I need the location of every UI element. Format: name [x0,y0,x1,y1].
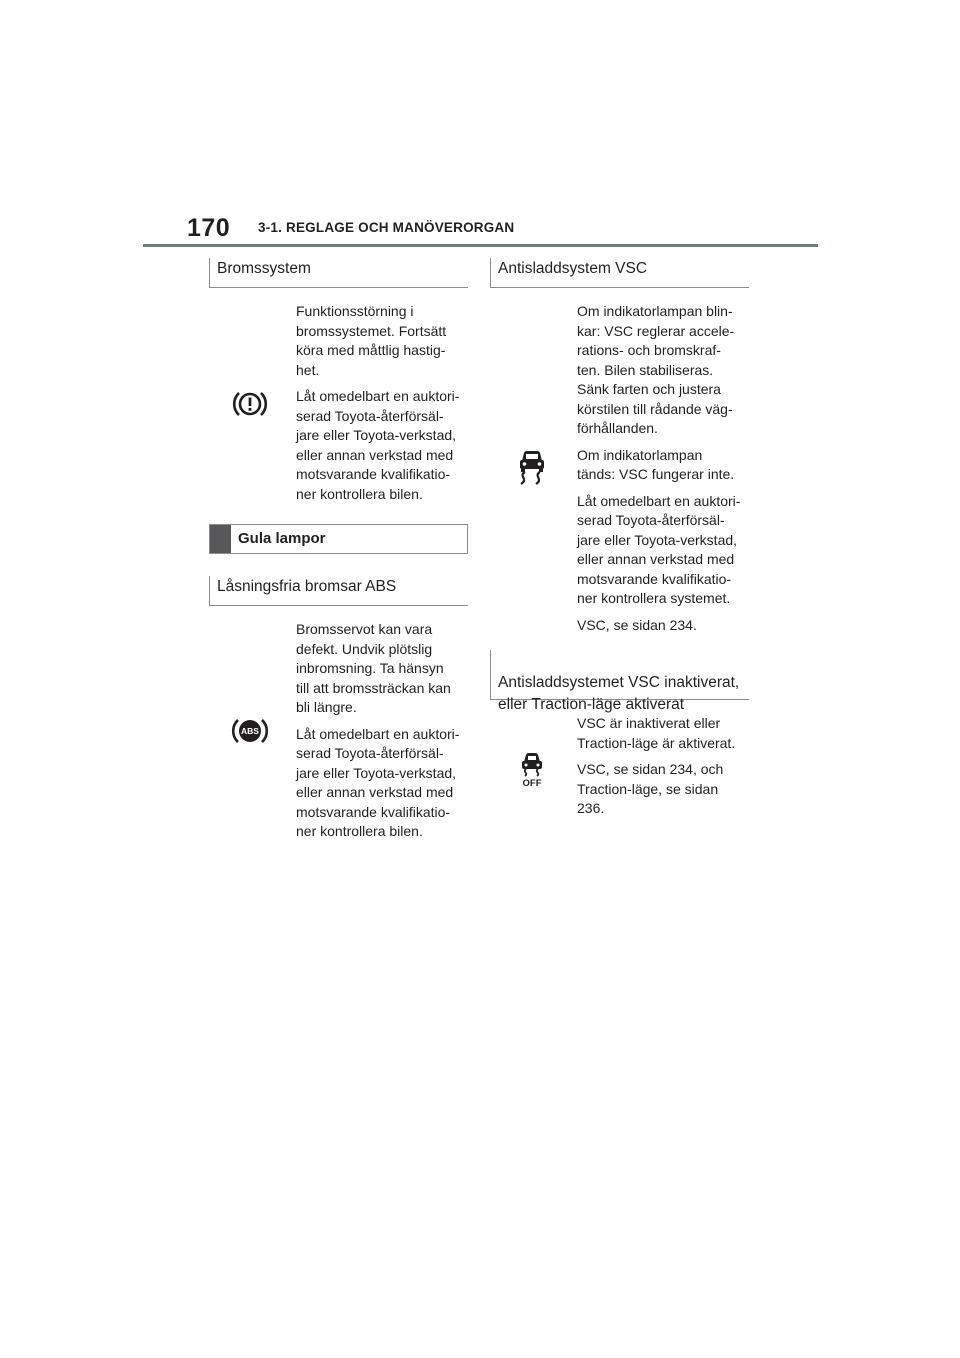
abs-icon [231,716,269,746]
vsc-paragraph-4: VSC, se sidan 234. [577,616,697,633]
brake-system-text [296,302,476,511]
brake-system-paragraph-1: Funktionsstörning i bromssystemet. Fortsätt köra med måttlig hastig- het. [296,303,447,378]
vsc-off-paragraph-1: VSC är inaktiverat eller Traction-läge är aktiverat. [577,715,736,751]
vsc-paragraph-1: Om indikatorlampan blin- kar: VSC reglerar accele- rations- och bromskraf- ten. Bilen stabiliseras. Sänk farten och justera körstilen till rådande väg- förhållanden. [577,303,735,436]
abs-icon-text: ABS [241,726,259,737]
vsc-off-text [577,714,759,826]
vsc-paragraph-2: Om indikatorlampan tänds: VSC fungerar inte. [577,446,735,482]
vsc-title: Antisladdsystem VSC [498,260,648,277]
section-title: 3-1. REGLAGE OCH MANÖVERORGAN [258,220,515,235]
vsc-skid-icon [515,448,549,486]
abs-heading [209,576,468,606]
vsc-off-title: Antisladdsystemet VSC inaktiverat, eller Traction-läge aktiverat [498,674,740,713]
brake-system-paragraph-2: Låt omedelbart en auktori- serad Toyota-återförsäl- jare eller Toyota-verkstad, eller annan verkstad med motsvarande kvalifikatio- ner kontrollera bilen. [296,388,460,502]
abs-text [296,620,476,849]
vsc-off-paragraph-2: VSC, se sidan 234, och Traction-läge, se sidan 236. [577,761,724,816]
abs-title: Låsningsfria bromsar ABS [217,578,397,595]
brake-warning-icon [231,389,269,419]
page-number: 170 [187,214,231,242]
category-bar [210,525,231,553]
vsc-off-icon [518,750,546,788]
vsc-text [577,302,759,642]
yellow-lamps-heading [209,524,468,554]
vsc-off-heading [490,650,749,713]
header-rule [143,244,818,247]
vsc-off-icon-text: OFF [522,778,542,788]
yellow-lamps-title: Gula lampor [238,530,326,547]
abs-paragraph-2: Låt omedelbart en auktori- serad Toyota-återförsäl- jare eller Toyota-verkstad, eller annan verkstad med motsvarande kvalifikatio- ner kontrollera bilen. [296,725,460,839]
brake-system-title: Bromssystem [217,260,311,277]
vsc-heading [490,258,749,288]
brake-system-heading [209,258,468,288]
vsc-paragraph-3: Låt omedelbart en auktori- serad Toyota-återförsäl- jare eller Toyota-verkstad, eller annan verkstad med motsvarande kvalifikatio- ner kontrollera systemet. [577,492,741,606]
abs-paragraph-1: Bromsservot kan vara defekt. Undvik plötslig inbromsning. Ta hänsyn till att bromssträckan kan bli längre. [296,621,451,715]
